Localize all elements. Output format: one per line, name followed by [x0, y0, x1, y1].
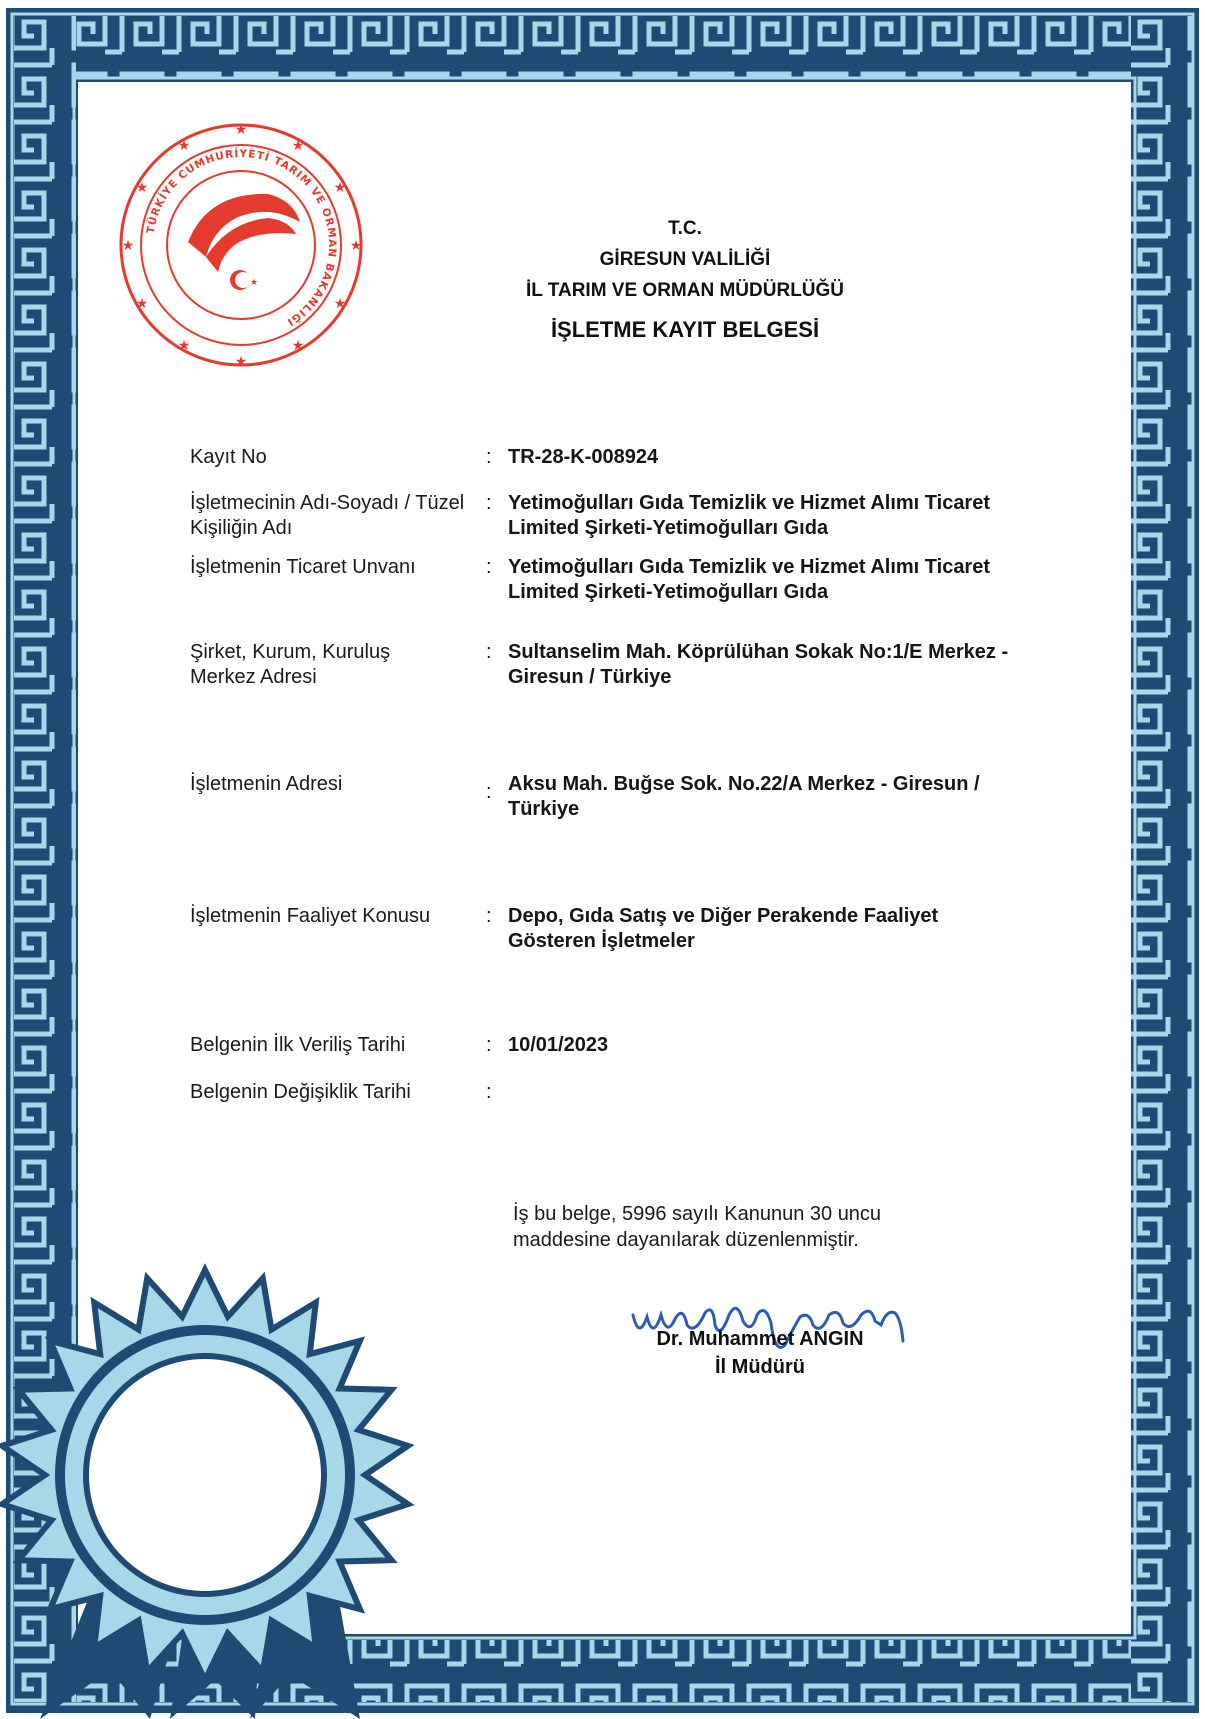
document-header — [440, 218, 930, 343]
svg-text:★: ★ — [135, 296, 149, 312]
field-colon: : — [486, 446, 492, 468]
field-label: Şirket, Kurum, Kuruluş Merkez Adresi — [190, 641, 391, 688]
field-value: Depo, Gıda Satış ve Diğer Perakende Faaliyet Gösteren İşletmeler — [508, 905, 939, 952]
signatory-title: İl Müdürü — [715, 1356, 805, 1378]
svg-text:★: ★ — [135, 180, 149, 196]
field-value: Yetimoğulları Gıda Temizlik ve Hizmet Alımı Ticaret Limited Şirketi-Yetimoğulları Gıda — [508, 492, 991, 539]
document-title: İŞLETME KAYIT BELGESİ — [550, 317, 820, 342]
svg-text:★: ★ — [250, 277, 259, 287]
ministry-seal-icon — [118, 122, 364, 368]
svg-text:★: ★ — [333, 296, 347, 312]
field-colon: : — [486, 1081, 492, 1103]
field-value: Yetimoğulları Gıda Temizlik ve Hizmet Alımı Ticaret Limited Şirketi-Yetimoğulları Gıda — [508, 556, 991, 603]
signatory-name: Dr. Muhammet ANGIN — [656, 1328, 864, 1350]
svg-text:★: ★ — [234, 122, 248, 138]
field-colon: : — [486, 556, 492, 578]
field-label: İşletmenin Faaliyet Konusu — [190, 905, 431, 927]
signatory-block — [600, 1325, 920, 1381]
svg-text:★: ★ — [177, 338, 191, 354]
field-label: Belgenin Değişiklik Tarihi — [190, 1081, 411, 1103]
legal-basis-note: İş bu belge, 5996 sayılı Kanunun 30 uncu maddesine dayanılarak düzenlenmiştir. — [513, 1203, 882, 1251]
header-line-governorship: GİRESUN VALİLİĞİ — [599, 249, 771, 270]
field-value: Sultanselim Mah. Köprülühan Sokak No:1/E Merkez - Giresun / Türkiye — [508, 641, 1009, 688]
field-label: Belgenin İlk Veriliş Tarihi — [190, 1034, 406, 1056]
svg-text:★: ★ — [234, 354, 248, 368]
field-label: İşletmenin Ticaret Unvanı — [190, 556, 416, 578]
svg-text:★: ★ — [177, 138, 191, 154]
field-colon: : — [486, 1034, 492, 1056]
rosette-badge-icon — [0, 1190, 470, 1719]
header-line-tc: T.C. — [668, 218, 702, 239]
header-line-directorate: İL TARIM VE ORMAN MÜDÜRLÜĞÜ — [525, 280, 845, 301]
field-colon: : — [486, 781, 492, 803]
svg-text:★: ★ — [333, 180, 347, 196]
svg-text:★: ★ — [291, 338, 305, 354]
field-value: 10/01/2023 — [508, 1034, 609, 1056]
field-value: Aksu Mah. Buğse Sok. No.22/A Merkez - Giresun / Türkiye — [508, 773, 980, 820]
field-label: Kayıt No — [190, 446, 267, 468]
field-value: TR-28-K-008924 — [508, 446, 659, 468]
field-label: İşletmecinin Adı-Soyadı / Tüzel Kişiliğin Adı — [190, 492, 465, 539]
svg-text:★: ★ — [349, 238, 363, 254]
field-label: İşletmenin Adresi — [190, 773, 343, 795]
svg-text:★: ★ — [121, 238, 135, 254]
field-colon: : — [486, 641, 492, 663]
field-colon: : — [486, 492, 492, 514]
svg-text:TÜRKİYE CUMHURİYETİ TARIM VE O: TÜRKİYE CUMHURİYETİ TARIM VE ORMAN BAKANLIĞI — [144, 147, 339, 329]
svg-text:★: ★ — [291, 138, 305, 154]
field-colon: : — [486, 905, 492, 927]
